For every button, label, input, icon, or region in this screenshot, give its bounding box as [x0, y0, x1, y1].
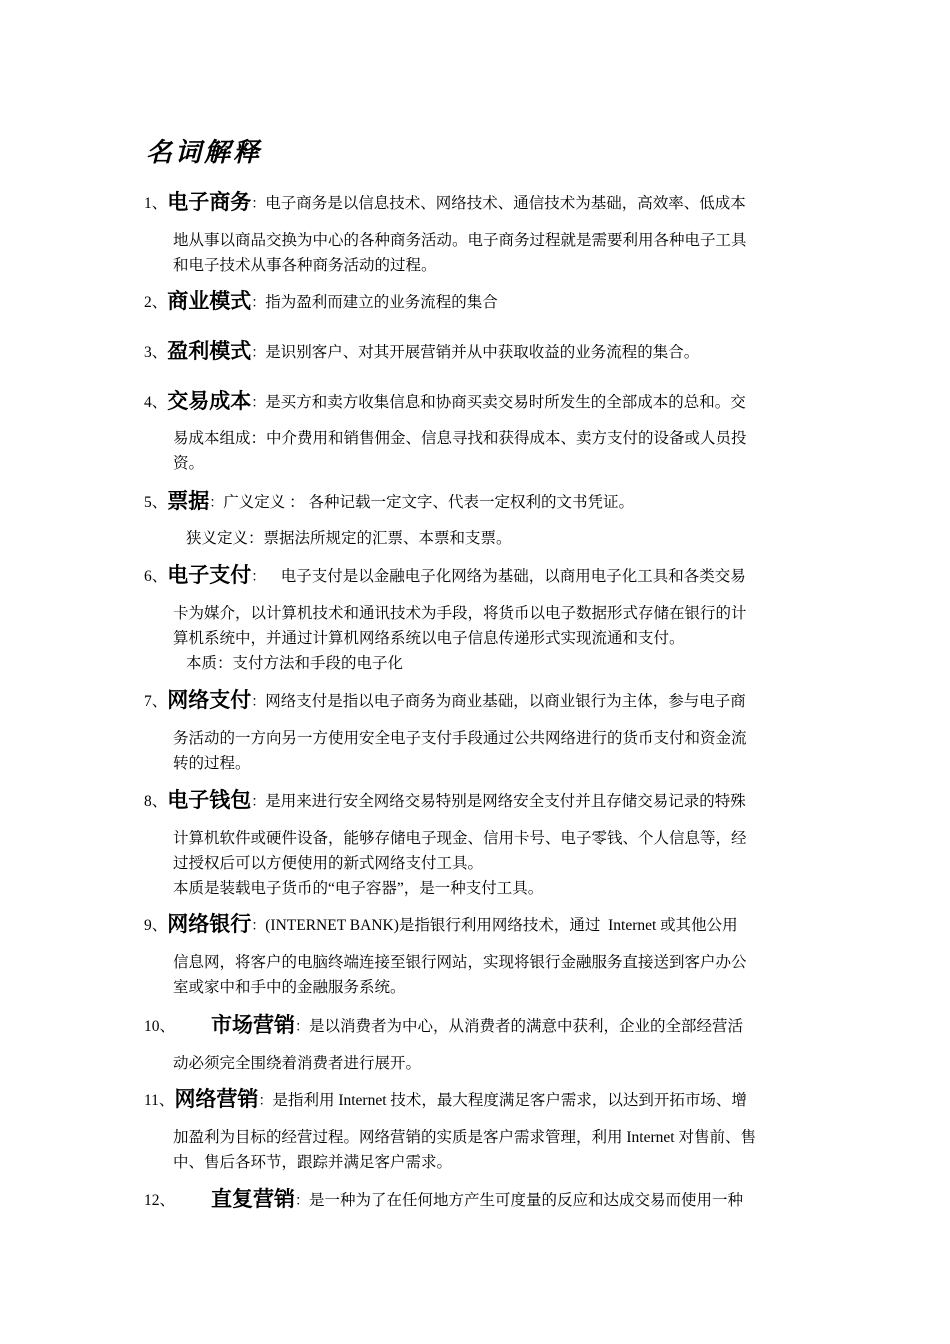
- entry-first-line: [144, 784, 746, 814]
- entry-number: 10、: [144, 1018, 176, 1035]
- entry-separator: ：: [251, 695, 266, 710]
- entry-term: 票据: [167, 489, 210, 513]
- entry-term: 市场营销: [211, 1013, 295, 1037]
- entry-term: 交易成本: [167, 389, 252, 413]
- entry-text: 网络支付是指以电子商务为商业基础，以商业银行为主体，参与电子商: [265, 693, 746, 710]
- entry-separator: ：: [251, 795, 266, 810]
- entry-text: 电子商务是以信息技术、网络技术、通信技术为基础，高效率、低成本: [265, 195, 746, 212]
- entry-first-line: [144, 684, 746, 714]
- entry-text: 务活动的一方向另一方使用安全电子支付手段通过公共网络进行的货币支付和资金流: [173, 730, 747, 747]
- entry-text: 资。: [173, 455, 205, 472]
- entry-text: 算机系统中，并通过计算机网络系统以电子信息传递形式实现流通和支付。: [173, 630, 685, 647]
- entry-text: 过授权后可以方便使用的新式网络支付工具。: [173, 855, 484, 872]
- entry-text: 是以消费者为中心，从消费者的满意中获利，企业的全部经营活: [309, 1018, 744, 1035]
- entry-text: 计算机软件或硬件设备，能够存储电子现金、信用卡号、电子零钱、个人信息等，经: [173, 830, 747, 847]
- entry-separator: ：: [295, 1020, 309, 1035]
- entry-term: 电子支付: [167, 563, 252, 587]
- entry-term: 电子钱包: [167, 788, 252, 812]
- entry-text: 是用来进行安全网络交易特别是网络安全支付并且存储交易记录的特殊: [265, 793, 746, 810]
- entry-first-line: [144, 385, 746, 415]
- entry-term: 网络支付: [167, 688, 252, 712]
- entry-number: 6、: [144, 568, 168, 585]
- entry-text: 是一种为了在任何地方产生可度量的反应和达成交易而使用一种: [309, 1192, 744, 1209]
- entry-number: 7、: [144, 693, 168, 710]
- entry-first-line: [144, 485, 634, 515]
- entry-text: 本质：支付方法和手段的电子化: [186, 655, 404, 672]
- entry-separator: ：: [251, 346, 266, 361]
- entry-number: 9、: [144, 917, 168, 934]
- entry-text: 指为盈利而建立的业务流程的集合: [265, 294, 498, 311]
- entry-number: 11、: [144, 1092, 175, 1109]
- entry-number: 4、: [144, 394, 168, 411]
- page-title: 名词解释: [146, 138, 263, 168]
- entry-text: 信息网，将客户的电脑终端连接至银行网站，实现将银行金融服务直接送到客户办公: [173, 954, 747, 971]
- entry-first-line: [144, 335, 699, 365]
- entry-text: 中、售后各环节，跟踪并满足客户需求。: [173, 1154, 453, 1171]
- entry-text: 广义定义 ： 各种记载一定文字、代表一定权利的文书凭证。: [223, 494, 635, 511]
- entry-term: 商业模式: [167, 289, 252, 313]
- entry-first-line: [144, 1083, 747, 1113]
- entry-text: 卡为媒介，以计算机技术和通讯技术为手段，将货币以电子数据形式存储在银行的计: [173, 605, 747, 622]
- entry-text: (INTERNET BANK)是指银行利用网络技术，通过 Internet 或其他公用: [265, 917, 738, 934]
- entry-term: 网络营销: [174, 1087, 259, 1111]
- entry-first-line: [144, 1183, 743, 1213]
- entry-first-line: [144, 186, 746, 216]
- entry-number: 1、: [144, 195, 168, 212]
- entry-text: 狭义定义：票据法所规定的汇票、本票和支票。: [186, 530, 512, 547]
- entry-text: 是识别客户、对其开展营销并从中获取收益的业务流程的集合。: [265, 344, 700, 361]
- entry-separator: ：: [209, 496, 224, 511]
- entry-term: 电子商务: [167, 190, 252, 214]
- entry-separator: ：: [251, 396, 266, 411]
- entry-text: 是指利用 Internet 技术，最大程度满足客户需求，以达到开拓市场、增: [272, 1092, 747, 1109]
- entry-text: 室或家中和手中的金融服务系统。: [173, 979, 406, 996]
- entry-separator: ：: [251, 197, 266, 212]
- entry-separator: ：: [295, 1194, 309, 1209]
- entry-first-line: [144, 908, 738, 938]
- entry-number: 8、: [144, 793, 168, 810]
- entry-separator: ：: [251, 919, 266, 934]
- entry-number: 2、: [144, 294, 168, 311]
- entry-number: 12、: [144, 1192, 176, 1209]
- entry-separator: ：: [251, 570, 266, 585]
- entry-first-line: [144, 1009, 743, 1039]
- entry-text: 本质是装载电子货币的“电子容器”，是一种支付工具。: [173, 880, 544, 897]
- entry-text: 转的过程。: [173, 755, 251, 772]
- entry-number: 5、: [144, 494, 168, 511]
- entry-separator: ：: [251, 296, 266, 311]
- entry-term: 网络银行: [167, 912, 252, 936]
- entry-term: 盈利模式: [167, 339, 252, 363]
- entry-first-line: [144, 285, 498, 315]
- entry-text: 加盈利为目标的经营过程。网络营销的实质是客户需求管理，利用 Internet 对售前、售: [173, 1129, 756, 1146]
- entry-separator: ：: [258, 1094, 273, 1109]
- entry-text: 是买方和卖方收集信息和协商买卖交易时所发生的全部成本的总和。交: [265, 394, 746, 411]
- entry-text: 易成本组成：中介费用和销售佣金、信息寻找和获得成本、卖方支付的设备或人员投: [173, 430, 747, 447]
- entry-first-line: [144, 559, 746, 589]
- entry-text: 地从事以商品交换为中心的各种商务活动。电子商务过程就是需要利用各种电子工具: [173, 232, 747, 249]
- entry-number: 3、: [144, 344, 168, 361]
- entry-text: 和电子技术从事各种商务活动的过程。: [173, 257, 437, 274]
- entry-term: 直复营销: [211, 1187, 295, 1211]
- entry-text: 电子支付是以金融电子化网络为基础，以商用电子化工具和各类交易: [265, 568, 746, 585]
- entry-text: 动必须完全围绕着消费者进行展开。: [173, 1055, 422, 1072]
